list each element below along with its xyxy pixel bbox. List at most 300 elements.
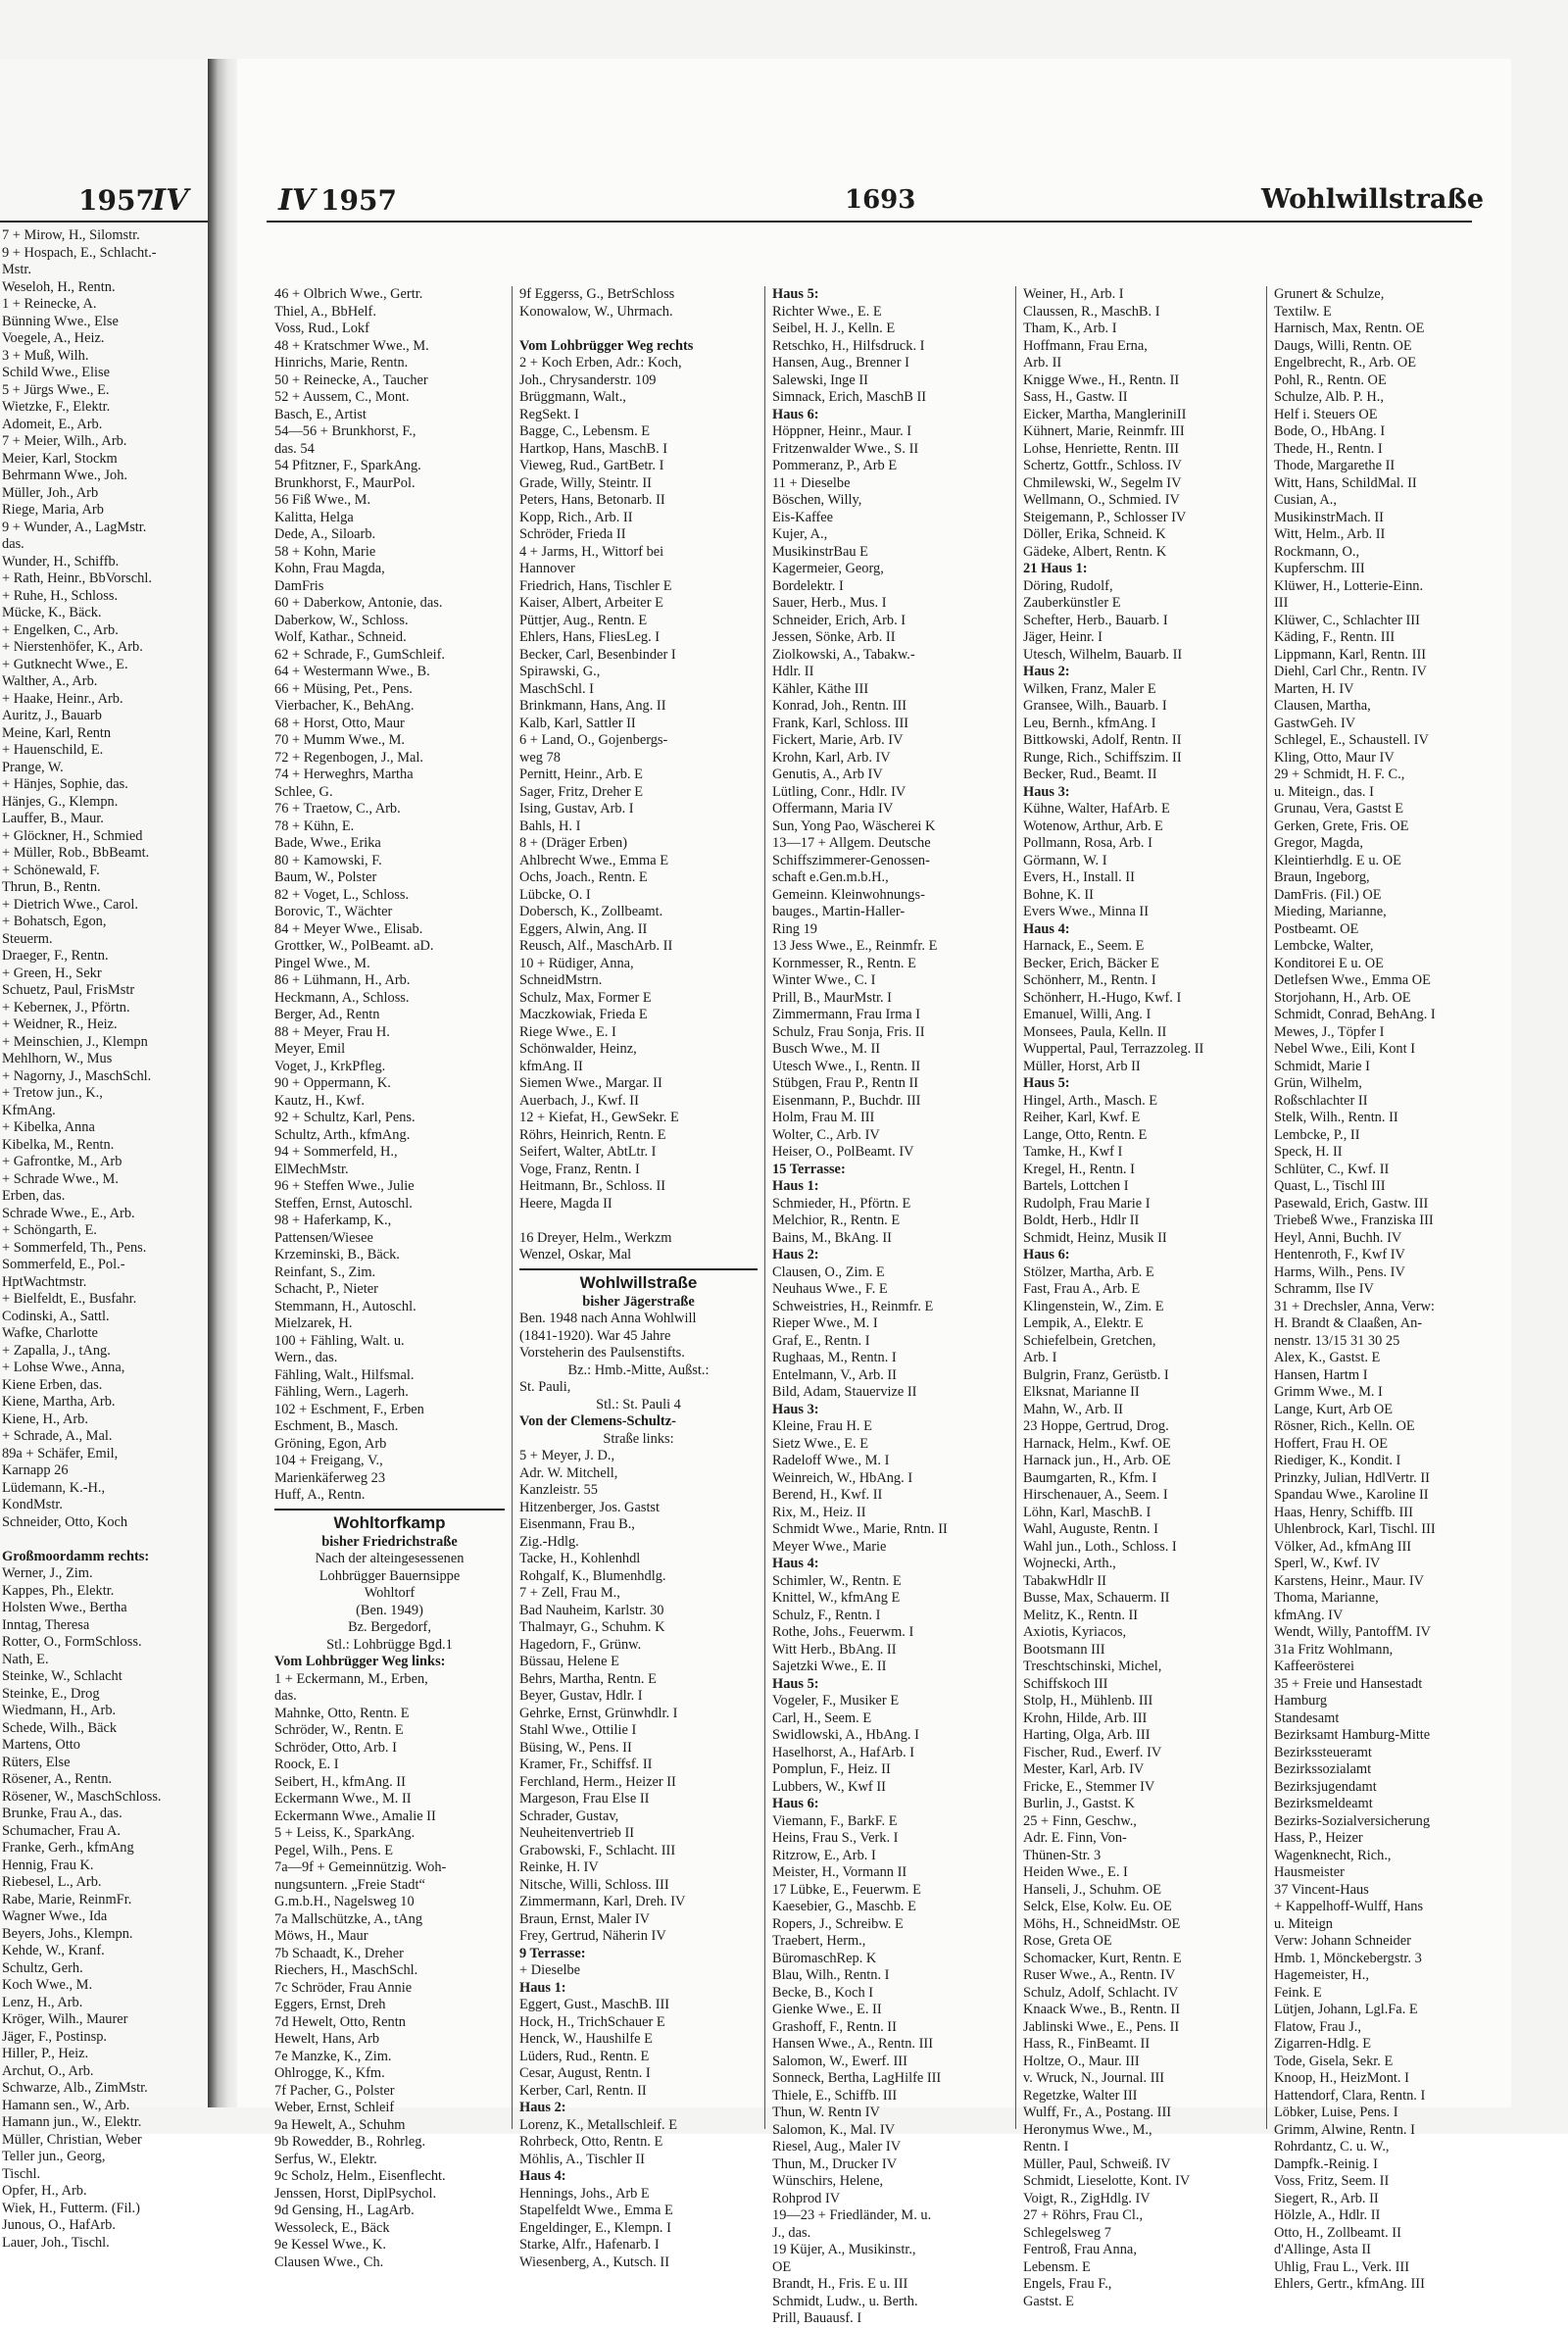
listing-line: Schiffszimmerer-Genossen- <box>772 852 930 868</box>
listing-line: Sager, Fritz, Dreher E <box>519 783 644 800</box>
listing-line: Eckermann Wwe., Amalie II <box>274 1808 436 1824</box>
listing-line: 7c Schröder, Frau Annie <box>274 1979 413 1996</box>
listing-line: Codinski, A., Sattl. <box>2 1308 110 1324</box>
listing-line: Riesel, Aug., Maler IV <box>772 2139 902 2155</box>
listing-line: 8 + (Dräger Erben) <box>519 835 627 851</box>
listing-line: Stl.: St. Pauli 4 <box>596 1396 681 1412</box>
listing-line: Krzeminski, B., Bäck. <box>274 1247 400 1263</box>
column-2 <box>519 286 758 2270</box>
listing-line: 104 + Freigang, V., <box>274 1453 383 1468</box>
listing-line: 23 Hoppe, Gertrud, Drog. <box>1023 1418 1169 1434</box>
listing-line: Marten, H. IV <box>1274 680 1354 697</box>
listing-line: Seibert, H., kfmAng. II <box>274 1773 406 1790</box>
listing-line: Meister, H., Vormann II <box>772 1864 907 1880</box>
listing-line: Peters, Hans, Betonarb. II <box>519 492 665 508</box>
listing-line: Beyers, Johs., Klempn. <box>2 1925 133 1942</box>
listing-line: Berend, H., Kwf. II <box>772 1487 883 1503</box>
listing-line: Junous, O., HafArb. <box>2 2217 116 2233</box>
listing-line: Grunert & Schulze, <box>1274 286 1385 302</box>
listing-line: Nitsche, Willi, Schloss. III <box>519 1876 669 1893</box>
listing-line: Joh., Chrysanderstr. 109 <box>519 371 657 388</box>
listing-line: Bad Nauheim, Karlstr. 30 <box>519 1602 664 1618</box>
listing-line: 6 + Land, O., Gojenbergs- <box>519 732 668 748</box>
listing-line: Klüwer, H., Lotterie-Einn. <box>1274 577 1424 594</box>
listing-line: Wiesenberg, A., Kutsch. II <box>519 2254 670 2270</box>
listing-line: Hanseli, J., Schuhm. OE <box>1023 1881 1162 1898</box>
listing-line: Schneider, Otto, Koch <box>2 1513 128 1530</box>
listing-line: Kühne, Walter, HafArb. E <box>1023 801 1170 817</box>
listing-line: Müller, Paul, Schweiß. IV <box>1023 2155 1171 2172</box>
listing-line: Nach der alteingesessenen <box>315 1551 465 1566</box>
listing-line: Wotenow, Arthur, Arb. E <box>1023 817 1163 834</box>
listing-line: Lorenz, K., Metallschleif. E <box>519 2116 678 2133</box>
listing-line: + Engelken, C., Arb. <box>2 621 119 638</box>
listing-line: Hausmeister <box>1274 1864 1345 1880</box>
listing-line: Jäger, F., Postinsp. <box>2 2028 108 2045</box>
listing-line: Lange, Kurt, Arb OE <box>1274 1401 1394 1417</box>
listing-line: + Gafrontke, M., Arb <box>2 1154 122 1169</box>
listing-line: Rösener, A., Rentn. <box>2 1771 113 1787</box>
listing-line: Mücke, K., Bäck. <box>2 605 102 620</box>
column-divider-4 <box>1266 286 1267 2129</box>
listing-line: Mieding, Marianne, <box>1274 904 1387 919</box>
listing-line: Bezirkssteueramt <box>1274 1744 1372 1760</box>
right-page-volume: IV <box>278 183 316 218</box>
listing-line: Harnack, Helm., Kwf. OE <box>1023 1435 1171 1452</box>
listing-line: Schramm, Ilse IV <box>1274 1281 1374 1297</box>
listing-line: Harnisch, Max, Rentn. OE <box>1274 321 1425 336</box>
listing-line: 90 + Oppermann, K. <box>274 1075 391 1091</box>
listing-line: Harting, Olga, Arb. III <box>1023 1727 1151 1743</box>
listing-line: 54 Pfitzner, F., SparkAng. <box>274 458 421 473</box>
listing-line: Beyer, Gustav, Hdlr. I <box>519 1688 643 1704</box>
listing-line: Wenzel, Oskar, Mal <box>519 1247 632 1263</box>
listing-line: Rentn. I <box>1023 2139 1069 2155</box>
listing-line: Schlüter, C., Kwf. II <box>1274 1161 1390 1177</box>
listing-line: Haus 6: <box>1023 1247 1070 1263</box>
listing-line: Weber, Ernst, Schleif <box>274 2100 395 2115</box>
listing-line: Grottker, W., PolBeamt. aD. <box>274 938 434 954</box>
listing-line: Stapelfeldt Wwe., Emma E <box>519 2203 673 2218</box>
left-page-volume: IV <box>152 183 189 218</box>
listing-line: Eicker, Martha, MangleriniII <box>1023 406 1187 422</box>
listing-line: 7b Schaadt, K., Dreher <box>274 1945 404 1961</box>
listing-line: Bohne, K. II <box>1023 886 1094 903</box>
listing-line: SchneidMstrn. <box>519 972 603 988</box>
listing-line: Karnapp 26 <box>2 1462 69 1478</box>
listing-line: Hirschenauer, A., Seem. I <box>1023 1487 1168 1503</box>
listing-line: Brandt, H., Fris. E u. III <box>772 2276 908 2292</box>
listing-line: Hmb. 1, Mönckebergstr. 3 <box>1274 1950 1422 1966</box>
listing-line: Burlin, J., Gastst. K <box>1023 1796 1135 1811</box>
listing-line: 11 + Dieselbe <box>772 474 851 491</box>
listing-line: Hansen, Hartm I <box>1274 1366 1368 1383</box>
left-page-fragment <box>0 59 210 2251</box>
listing-line: Regetzke, Walter III <box>1023 2087 1138 2104</box>
listing-line: Konditorei E u. OE <box>1274 955 1384 971</box>
listing-line: Roock, E. I <box>274 1757 339 1772</box>
listing-line: Schmidt, Ludw., u. Berth. <box>772 2293 918 2309</box>
listing-line: Daugs, Willi, Rentn. OE <box>1274 337 1412 354</box>
listing-line: Serfus, W., Elektr. <box>274 2151 377 2167</box>
listing-line: Riediger, K., Kondit. I <box>1274 1453 1401 1468</box>
listing-line: Gransee, Wilh., Bauarb. I <box>1023 698 1167 714</box>
listing-line: Schimler, W., Rentn. E <box>772 1572 902 1589</box>
listing-line: Uhlenbrock, Karl, Tischl. III <box>1274 1521 1436 1537</box>
listing-line: Verw: Johann Schneider <box>1274 1933 1411 1949</box>
listing-line: Hitzenberger, Jos. Gastst <box>519 1499 661 1515</box>
listing-line: Thünen-Str. 3 <box>1023 1847 1102 1863</box>
listing-line: Huff, A., Rentn. <box>274 1487 366 1503</box>
listing-line: Weinreich, W., HbAng. I <box>772 1469 913 1486</box>
listing-line: Haus 3: <box>1023 783 1070 800</box>
listing-line: Franke, Gerh., kfmAng <box>2 1840 134 1856</box>
listing-line: Salewski, Inge II <box>772 371 868 388</box>
listing-line: Heiser, O., PolBeamt. IV <box>772 1144 914 1160</box>
listing-line: Gerken, Grete, Fris. OE <box>1274 817 1409 834</box>
listing-line: Löbker, Luise, Pens. I <box>1274 2105 1398 2120</box>
listing-line: Eggert, Gust., MaschB. III <box>519 1997 670 2012</box>
listing-line: Ahlbrecht Wwe., Emma E <box>519 852 668 868</box>
listing-line: Braun, Ingeborg, <box>1274 869 1370 885</box>
listing-line: Schmieder, H., Pförtn. E <box>772 1195 911 1212</box>
listing-line: 4 + Jarms, H., Wittorf bei <box>519 543 664 560</box>
listing-line: Frank, Karl, Schloss. III <box>772 715 909 731</box>
listing-line: Rudolph, Frau Marie I <box>1023 1195 1151 1212</box>
listing-line: 1 + Reinecke, A. <box>2 296 97 312</box>
listing-line: Wahl, Auguste, Rentn. I <box>1023 1521 1158 1537</box>
listing-line: + Schrade Wwe., M. <box>2 1170 119 1187</box>
listing-line: + Ruhe, H., Schloss. <box>2 587 119 604</box>
listing-line: Gehrke, Ernst, Grünwhdlr. I <box>519 1705 678 1721</box>
listing-line: Starke, Alfr., Hafenarb. I <box>519 2237 660 2253</box>
listing-line: 7a—9f + Gemeinnützig. Woh- <box>274 1859 447 1875</box>
listing-line: Harnack, E., Seem. E <box>1023 938 1145 954</box>
listing-line: Radeloff Wwe., M. I <box>772 1453 890 1468</box>
listing-line: Bahls, H. I <box>519 817 581 834</box>
listing-line: Schlegelsweg 7 <box>1023 2224 1111 2241</box>
listing-line: 9a Hewelt, A., Schuhm <box>274 2116 406 2133</box>
listing-line: Wietzke, F., Elektr. <box>2 399 111 415</box>
listing-line: Wessoleck, E., Bäck <box>274 2219 390 2236</box>
listing-line: 7f Pacher, G., Polster <box>274 2082 395 2099</box>
listing-line: 7a Mallschützke, A., tAng <box>274 1910 423 1927</box>
listing-line: Prinzky, Julian, HdlVertr. II <box>1274 1469 1430 1486</box>
listing-line: Wilken, Franz, Maler E <box>1023 680 1156 697</box>
listing-line: Thede, H., Rentn. I <box>1274 440 1383 457</box>
listing-line: Axiotis, Kyriacos, <box>1023 1624 1127 1640</box>
listing-line: Auritz, J., Bauarb <box>2 708 102 723</box>
listing-line: J., das. <box>772 2224 811 2241</box>
listing-line: HptWachtmstr. <box>2 1273 87 1290</box>
listing-line: Hoffmann, Frau Erna, <box>1023 337 1148 354</box>
listing-line: Steuerm. <box>2 930 53 947</box>
listing-line: Kanzleistr. 55 <box>519 1482 598 1498</box>
listing-line: Melchior, R., Rentn. E <box>772 1213 901 1228</box>
listing-line: Lauffer, B., Maur. <box>2 811 104 826</box>
listing-line: Pingel Wwe., M. <box>274 955 370 971</box>
listing-line: Baum, W., Polster <box>274 869 377 885</box>
listing-line: 35 + Freie und Hansestadt <box>1274 1675 1423 1692</box>
listing-line: Braun, Ernst, Maler IV <box>519 1910 651 1927</box>
listing-line: Bild, Adam, Stauervize II <box>772 1384 917 1400</box>
listing-line: Schmidt, Heinz, Musik II <box>1023 1229 1167 1246</box>
listing-line: Heyl, Anni, Buchh. IV <box>1274 1229 1402 1246</box>
listing-line: 58 + Kohn, Marie <box>274 543 376 560</box>
listing-line: 19 Küjer, A., Musikinstr., <box>772 2242 916 2257</box>
listing-line: Ochs, Joach., Rentn. E <box>519 869 648 885</box>
listing-line: Haus 2: <box>772 1247 819 1263</box>
listing-line: Haus 1: <box>772 1178 819 1194</box>
street-section-title: Wohltorfkamp <box>274 1509 505 1534</box>
listing-line: Haus 2: <box>1023 664 1070 679</box>
listing-line: Voigt, R., ZigHdlg. IV <box>1023 2190 1151 2206</box>
listing-line: bisher Friedrichstraße <box>321 1533 458 1550</box>
listing-line: (Ben. 1949) <box>356 1602 423 1618</box>
listing-line: Schacht, P., Nieter <box>274 1281 378 1297</box>
listing-line: Cusian, A., <box>1274 492 1337 508</box>
listing-line: Fentroß, Frau Anna, <box>1023 2242 1137 2257</box>
listing-line: 88 + Meyer, Frau H. <box>274 1023 390 1040</box>
listing-line: RegSekt. I <box>519 406 579 422</box>
listing-line: Fähling, Wern., Lagerh. <box>274 1384 409 1400</box>
listing-line: + Bohatsch, Egon, <box>2 914 107 929</box>
listing-line: Zimmermann, Frau Irma I <box>772 1007 921 1022</box>
listing-line: Stl.: Lohbrügge Bgd.1 <box>326 1636 453 1653</box>
listing-line: Käding, F., Rentn. III <box>1274 629 1396 645</box>
listing-line: Lembcke, P., II <box>1274 1126 1360 1143</box>
listing-line: Thiel, A., BbHelf. <box>274 303 376 320</box>
listing-line: Pernitt, Heinr., Arb. E <box>519 767 643 782</box>
listing-line: Busch Wwe., M. II <box>772 1041 881 1057</box>
listing-line: MusikinstrMach. II <box>1274 509 1384 525</box>
listing-line: Thun, M., Drucker IV <box>772 2155 898 2172</box>
listing-line: Schuetz, Paul, FrisMstr <box>2 982 135 998</box>
listing-line: Kujer, A., <box>772 526 828 542</box>
listing-line: Winter Wwe., C. I <box>772 972 876 988</box>
listing-line: 7 + Mirow, H., Silomstr. <box>2 227 140 243</box>
listing-line: Zig.-Hdlg. <box>519 1533 579 1550</box>
listing-line: Schiefelbein, Gretchen, <box>1023 1332 1156 1349</box>
listing-line: Weseloh, H., Rentn. <box>2 278 116 295</box>
listing-line: Meier, Karl, Stockm <box>2 450 118 467</box>
listing-line: Püttjer, Aug., Rentn. E <box>519 612 648 628</box>
listing-line: Becker, Erich, Bäcker E <box>1023 955 1159 971</box>
listing-line: Bz. Bergedorf, <box>348 1619 431 1635</box>
listing-line: Lohse, Henriette, Rentn. III <box>1023 440 1180 457</box>
listing-line: Ferchland, Herm., Heizer II <box>519 1773 676 1790</box>
listing-line: Behrs, Martha, Rentn. E <box>519 1670 657 1687</box>
listing-line: Voge, Franz, Rentn. I <box>519 1161 640 1177</box>
listing-line: Bode, O., HbAng. I <box>1274 423 1386 439</box>
listing-line: Wojnecki, Arth., <box>1023 1556 1116 1571</box>
listing-line: Werner, J., Zim. <box>2 1565 93 1581</box>
column-3 <box>772 286 1007 2326</box>
listing-line: Görmann, W. I <box>1023 852 1107 868</box>
listing-line: Tham, K., Arb. I <box>1023 321 1117 336</box>
listing-line: 56 Fiß Wwe., M. <box>274 492 371 508</box>
listing-line: + Nagorny, J., MaschSchl. <box>2 1067 152 1084</box>
listing-line: Vieweg, Rud., GartBetr. I <box>519 458 664 473</box>
listing-line: v. Wruck, N., Journal. III <box>1023 2070 1165 2086</box>
listing-line: Lohbrügger Bauernsippe <box>318 1567 461 1584</box>
listing-line: Hamburg <box>1274 1693 1328 1709</box>
right-page <box>237 59 1511 2326</box>
listing-line: Lüders, Rud., Rentn. E <box>519 2048 650 2064</box>
listing-line: Salomon, K., Mal. IV <box>772 2121 896 2138</box>
listing-line: Clausen, O., Zim. E <box>772 1263 885 1280</box>
listing-line: Sonneck, Bertha, LagHilfe III <box>772 2070 942 2086</box>
listing-line: Kohn, Frau Magda, <box>274 561 385 576</box>
listing-line: Haus 5: <box>1023 1075 1070 1091</box>
listing-line: Baumgarten, R., Kfm. I <box>1023 1469 1157 1486</box>
listing-line: Reiher, Karl, Kwf. E <box>1023 1110 1141 1125</box>
listing-line: Becke, B., Koch I <box>772 1984 874 2001</box>
listing-line: Lütling, Conr., Hdlr. IV <box>772 783 906 800</box>
listing-line: Becker, Rud., Beamt. II <box>1023 767 1157 782</box>
page-number: 1693 <box>845 185 916 215</box>
listing-line: Adr. W. Mitchell, <box>519 1464 618 1481</box>
listing-line: Grün, Wilhelm, <box>1274 1075 1362 1091</box>
listing-line: Kähler, Käthe III <box>772 680 869 697</box>
listing-line: Meyer Wwe., Marie <box>772 1538 887 1555</box>
listing-line: Jablinski Wwe., E., Pens. II <box>1023 2018 1180 2035</box>
listing-line: + Hänjes, Sophie, das. <box>2 776 128 792</box>
listing-line: Fricke, E., Stemmer IV <box>1023 1778 1155 1795</box>
listing-line: kfmAng. IV <box>1274 1607 1344 1623</box>
listing-line: Gienke Wwe., E. II <box>772 2002 882 2017</box>
listing-line: Harnack jun., H., Arb. OE <box>1023 1453 1171 1468</box>
listing-line: Ruser Wwe., A., Rentn. IV <box>1023 1967 1176 1983</box>
column-divider-1 <box>512 286 513 2129</box>
listing-line: Rohgalf, K., Blumenhdlg. <box>519 1567 666 1584</box>
listing-line: Heins, Frau S., Verk. I <box>772 1830 899 1846</box>
listing-line: Bezirksmeldeamt <box>1274 1796 1373 1811</box>
listing-line: Lange, Otto, Rentn. E <box>1023 1126 1148 1143</box>
listing-line: Wiedmann, H., Arb. <box>2 1703 117 1718</box>
listing-line: Kupferschm. III <box>1274 561 1365 576</box>
listing-line: Büsing, W., Pens. II <box>519 1739 632 1756</box>
listing-line: Hartkop, Hans, MaschB. I <box>519 440 668 457</box>
listing-line: Schmidt, Marie I <box>1274 1058 1370 1074</box>
listing-line: Stemmann, H., Autoschl. <box>274 1298 416 1314</box>
listing-line: Schede, Wilh., Bäck <box>2 1719 118 1736</box>
listing-line: Döller, Erika, Schneid. K <box>1023 526 1166 542</box>
listing-line: das. <box>2 536 24 552</box>
listing-line: Friedrich, Hans, Tischler E <box>519 577 672 594</box>
listing-line: Lübcke, O. I <box>519 886 591 903</box>
listing-line: Wünschirs, Helene, <box>772 2173 884 2189</box>
listing-line: Borovic, T., Wächter <box>274 904 393 919</box>
listing-line: + Schöngarth, E. <box>2 1222 97 1238</box>
listing-line: 2 + Koch Erben, Adr.: Koch, <box>519 355 682 371</box>
listing-line: Wiek, H., Futterm. (Fil.) <box>2 2200 140 2216</box>
listing-line: OE <box>772 2258 792 2275</box>
listing-line: Bezirksjugendamt <box>1274 1778 1377 1795</box>
listing-line: Vogeler, F., Musiker E <box>772 1693 900 1709</box>
listing-line: Inntag, Theresa <box>2 1616 90 1633</box>
listing-line: Hoffert, Frau H. OE <box>1274 1435 1389 1452</box>
listing-line: Holsten Wwe., Bertha <box>2 1600 127 1615</box>
column-4 <box>1023 286 1258 2309</box>
listing-line: 7 + Zell, Frau M., <box>519 1585 620 1601</box>
listing-line: Richter Wwe., E. E <box>772 303 882 320</box>
listing-line: Brinkmann, Hans, Ang. II <box>519 698 666 714</box>
listing-line: Erben, das. <box>2 1188 66 1204</box>
listing-line: Sommerfeld, E., Pol.- <box>2 1257 125 1272</box>
listing-line: Riebesel, L., Arb. <box>2 1874 102 1890</box>
listing-line: Rohrbeck, Otto, Rentn. E <box>519 2134 663 2150</box>
listing-line: Ising, Gustav, Arb. I <box>519 801 634 817</box>
listing-line: Fähling, Walt., Hilfsmal. <box>274 1366 415 1383</box>
listing-line: G.m.b.H., Nagelsweg 10 <box>274 1894 415 1909</box>
listing-line: Schrader, Gustav, <box>519 1808 619 1824</box>
listing-line: Leu, Bernh., kfmAng. I <box>1023 715 1156 731</box>
listing-line: Vorsteherin des Paulsenstifts. <box>519 1345 685 1361</box>
listing-line: KfmAng. <box>2 1102 56 1118</box>
listing-line: Mahn, W., Arb. II <box>1023 1401 1123 1417</box>
listing-line: Steigemann, P., Schlosser IV <box>1023 509 1187 525</box>
listing-line: Sauer, Herb., Mus. I <box>772 595 887 611</box>
listing-line: Monsees, Paula, Kelln. II <box>1023 1023 1167 1040</box>
listing-line: Schröder, Otto, Arb. I <box>274 1739 397 1756</box>
listing-line: Clausen, Martha, <box>1274 698 1371 714</box>
listing-line: Sperl, W., Kwf. IV <box>1274 1556 1381 1571</box>
listing-line: 100 + Fähling, Walt. u. <box>274 1332 405 1349</box>
listing-line: Bordelektr. I <box>772 577 844 594</box>
listing-line: Schmidt Wwe., Marie, Rntn. II <box>772 1521 948 1537</box>
listing-line: Reinfant, S., Zim. <box>274 1263 376 1280</box>
listing-line: Schlee, G. <box>274 783 333 800</box>
listing-line: 60 + Daberkow, Antonie, das. <box>274 595 443 611</box>
listing-line: Seifert, Walter, AbtLtr. I <box>519 1144 657 1160</box>
listing-line: Wellmann, O., Schmied. IV <box>1023 492 1180 508</box>
listing-line: Prange, W. <box>2 759 64 775</box>
listing-line: Ohlrogge, K., Kfm. <box>274 2065 385 2081</box>
listing-line: Möws, H., Maur <box>274 1928 368 1944</box>
listing-line: Treschtschinski, Michel, <box>1023 1659 1162 1674</box>
listing-line: Engels, Frau F., <box>1023 2276 1112 2292</box>
listing-line: Martens, Otto <box>2 1737 80 1753</box>
listing-line: + Kappelhoff-Wulff, Hans <box>1274 1899 1424 1914</box>
listing-line: H. Brandt & Claaßen, An- <box>1274 1315 1423 1331</box>
listing-line: Mewes, J., Töpfer I <box>1274 1023 1385 1040</box>
listing-line: Roßschlachter II <box>1274 1092 1368 1109</box>
listing-line: Fritzenwalder Wwe., S. II <box>772 440 919 457</box>
listing-line: Riechers, H., MaschSchl. <box>274 1962 418 1978</box>
listing-line: 21 Haus 1: <box>1023 561 1088 576</box>
listing-line: Bittkowski, Adolf, Rentn. II <box>1023 732 1182 748</box>
listing-line: Kregel, H., Rentn. I <box>1023 1161 1135 1177</box>
listing-line: Teller jun., Georg, <box>2 2149 106 2164</box>
listing-line: Hingel, Arth., Masch. E <box>1023 1092 1158 1109</box>
listing-line: 89a + Schäfer, Emil, <box>2 1445 119 1461</box>
listing-line: Kehde, W., Kranf. <box>2 1943 105 1958</box>
listing-line: + Dieselbe <box>519 1962 581 1978</box>
listing-line: Zauberkünstler E <box>1023 595 1121 611</box>
listing-line: Kröger, Wilh., Maurer <box>2 2011 128 2027</box>
listing-line: Witt Herb., BbAng. II <box>772 1641 897 1658</box>
listing-line: DamFris <box>274 577 324 594</box>
listing-line: Wolf, Kathar., Schneid. <box>274 629 407 645</box>
listing-line: Büssau, Helene E <box>519 1654 619 1669</box>
listing-line: Wern., das. <box>274 1350 338 1365</box>
listing-line: Maczkowiak, Frieda E <box>519 1007 648 1022</box>
listing-line: Utesch, Wilhelm, Bauarb. II <box>1023 646 1183 663</box>
listing-line: Daberkow, W., Schloss. <box>274 612 409 628</box>
listing-line: Uhlig, Frau L., Verk. III <box>1274 2258 1410 2275</box>
right-header-rule <box>267 221 1472 223</box>
